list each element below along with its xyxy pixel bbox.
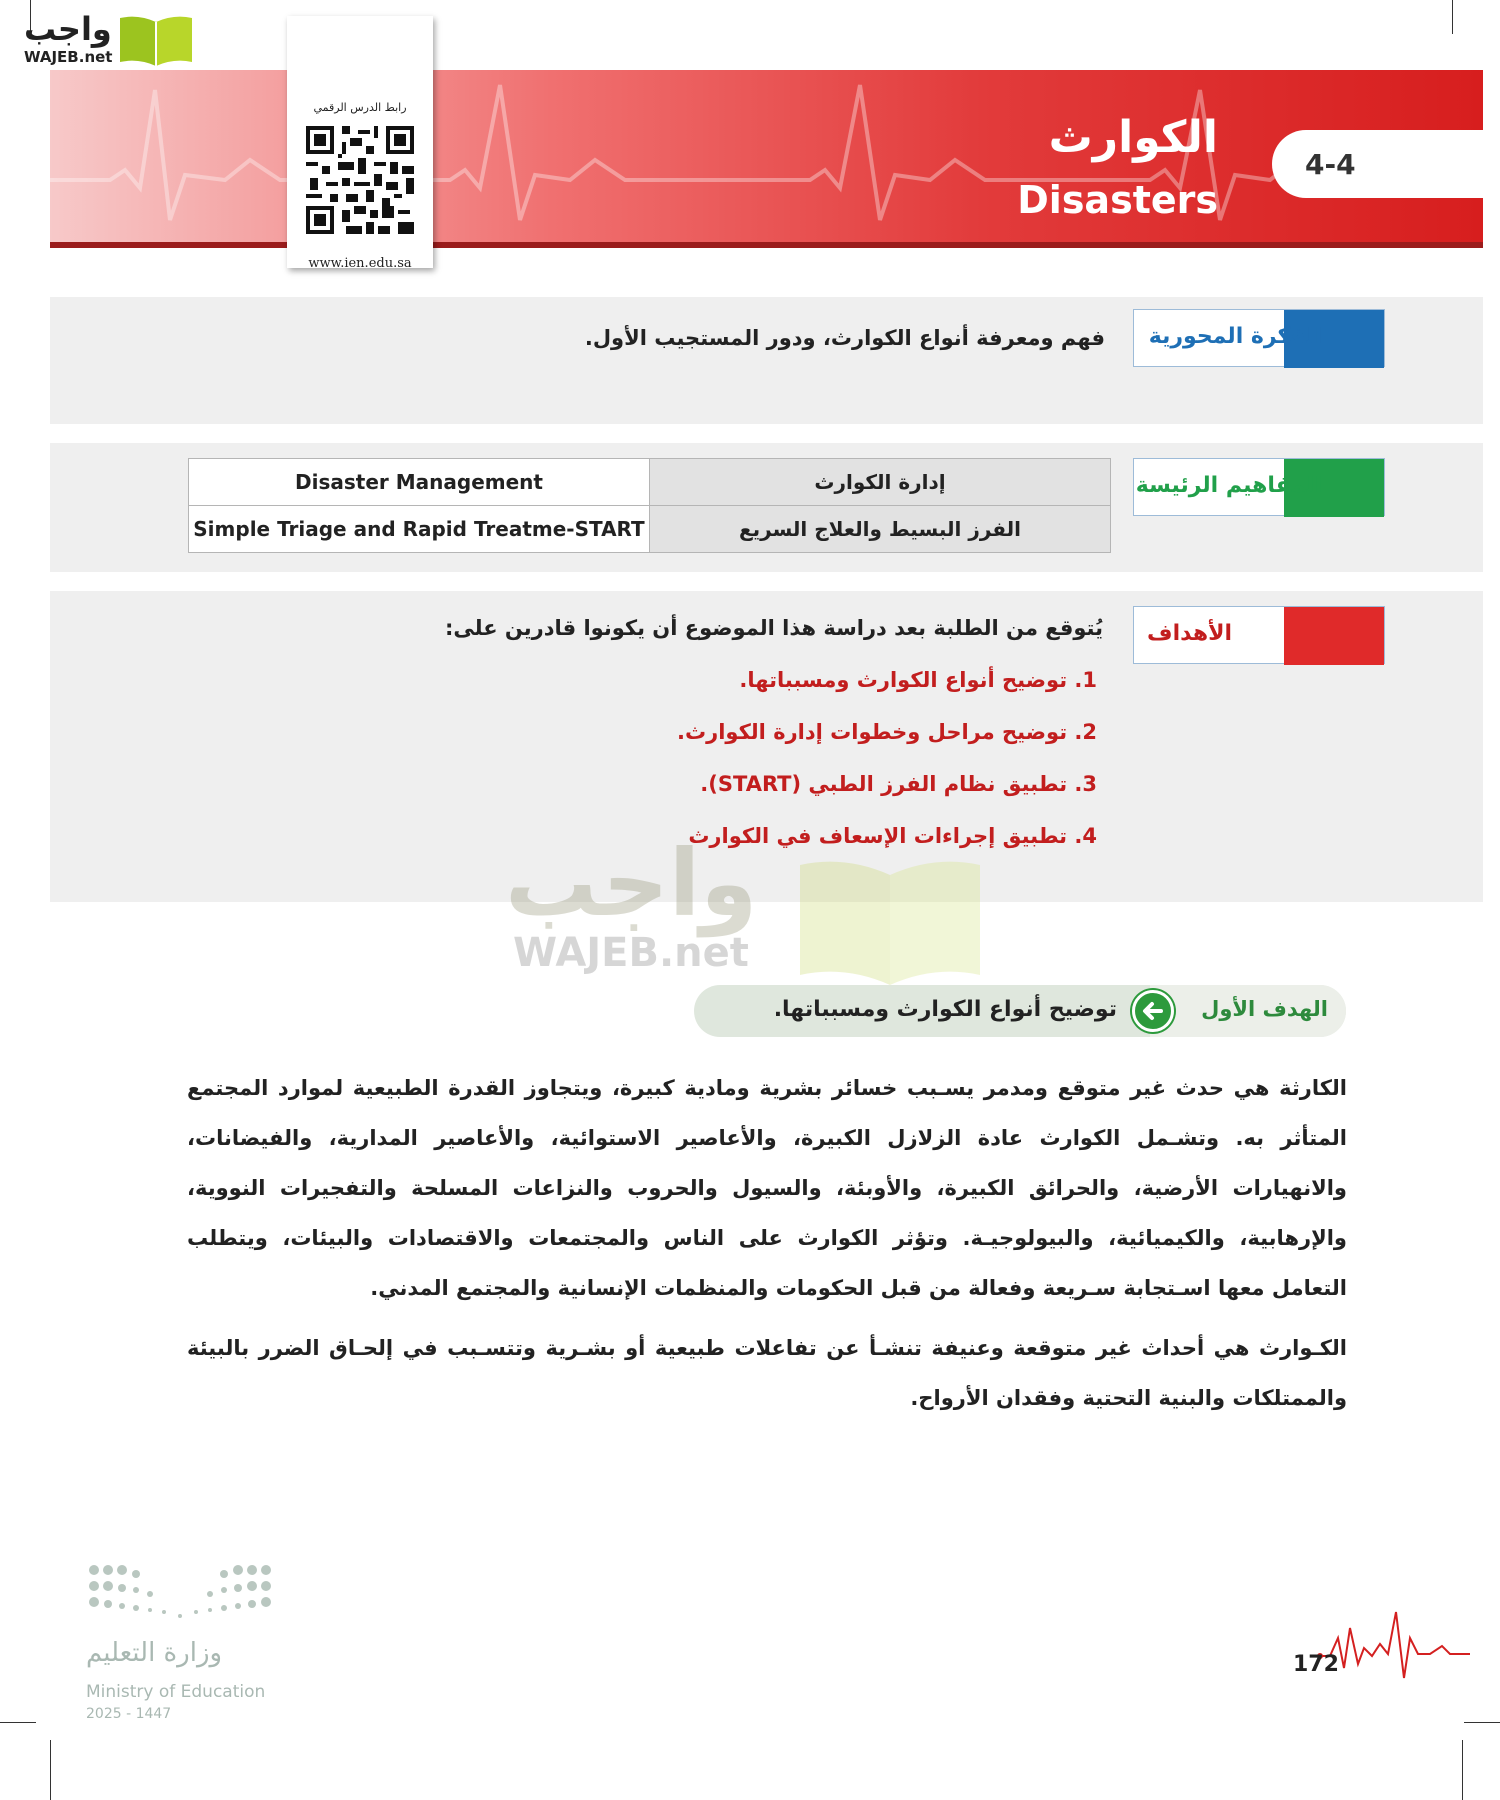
ministry-year: 2025 - 1447 bbox=[86, 1706, 172, 1722]
lesson-title-english: Disasters bbox=[1017, 178, 1218, 222]
qr-code-icon[interactable] bbox=[302, 122, 418, 238]
table-row bbox=[189, 506, 1111, 553]
title-banner bbox=[50, 70, 1483, 248]
book-icon bbox=[775, 850, 1005, 990]
objective-item: 1. توضيح أنواع الكوارث ومسبباتها. bbox=[739, 668, 1097, 692]
lesson-number: 4-4 bbox=[1305, 148, 1356, 181]
crop-mark bbox=[1452, 0, 1453, 34]
concept-arabic: إدارة الكوارث bbox=[650, 459, 1111, 506]
arrow-left-icon bbox=[1132, 990, 1174, 1032]
banner-shadow bbox=[50, 242, 1483, 248]
qr-url[interactable]: www.ien.edu.sa bbox=[308, 256, 412, 271]
wajeb-logo[interactable] bbox=[10, 6, 190, 66]
body-paragraph: الكـوارث هي أحداث غير متوقعة وعنيفة تنشـأ عن تفاعلات طبيعية أو بشـرية وتتسـبب في إلحـاق الضرر بالبيئة والممتلكات والبنية التحتية وفقدان الأرواح. bbox=[187, 1336, 1347, 1410]
lesson-title-arabic: الكوارث bbox=[1048, 112, 1218, 163]
concept-english: Simple Triage and Rapid Treatme-START bbox=[189, 506, 650, 553]
ministry-name-arabic: وزارة التعليم bbox=[86, 1638, 223, 1668]
first-goal-label: الهدف الأول bbox=[1201, 997, 1328, 1021]
book-icon bbox=[116, 12, 196, 68]
first-goal-text: توضيح أنواع الكوارث ومسبباتها. bbox=[773, 997, 1117, 1022]
body-paragraph: الكارثة هي حدث غير متوقع ومدمر يسـبب خسائر بشرية ومادية كبيرة، ويتجاوز القدرة الطبيعية لموارد المجتمع المتأثر به. وتشـمل الكوارث عادة الزلازل الكبيرة، والأعاصير الاستوائية، والأعاصير المدارية، والفيضانات، والانهيارات الأرضية، والحرائق الكبيرة، والأوبئة، والسيول والحروب والنزاعات المسلحة والتفجيرات النووية، والإرهابية، والكيميائية، والبيولوجيـة. وتؤثر الكوارث على الناس والمجتمعات والاقتصادات والبيئات، ويتطلب التعامل معها اسـتجابة سـريعة وفعالة من قبل الحكومات والمنظمات الإنسانية والمجتمع المدني. bbox=[187, 1076, 1347, 1300]
ministry-dots-icon bbox=[86, 1560, 276, 1630]
crop-mark bbox=[50, 1740, 51, 1800]
objective-item: 2. توضيح مراحل وخطوات إدارة الكوارث. bbox=[677, 720, 1097, 744]
watermark bbox=[505, 830, 1005, 990]
lesson-number-tab bbox=[1272, 130, 1483, 198]
objective-item: 3. تطبيق نظام الفرز الطبي (START). bbox=[700, 772, 1097, 796]
logo-arabic: واجب bbox=[24, 10, 112, 48]
key-concepts-label-box bbox=[1133, 458, 1385, 516]
crop-mark bbox=[0, 1722, 36, 1723]
logo-latin: WAJEB.net bbox=[24, 48, 113, 66]
objectives-label: الأهداف bbox=[1147, 621, 1232, 646]
concept-english: Disaster Management bbox=[189, 459, 650, 506]
crop-mark bbox=[1464, 1722, 1500, 1723]
central-idea-label-box bbox=[1133, 309, 1385, 367]
ministry-name-english: Ministry of Education bbox=[86, 1682, 266, 1702]
key-concepts-table bbox=[188, 458, 1111, 553]
watermark-latin: WAJEB.net bbox=[513, 930, 749, 976]
ministry-logo bbox=[80, 1560, 280, 1730]
ecg-line-icon bbox=[50, 70, 1483, 248]
key-concepts-label: المفاهيم الرئيسة bbox=[1135, 473, 1322, 498]
qr-label: رابط الدرس الرقمي bbox=[313, 101, 407, 114]
objectives-intro: يُتوقع من الطلبة بعد دراسة هذا الموضوع أن يكونوا قادرين على: bbox=[445, 616, 1103, 640]
central-idea-label: الفكرة المحورية bbox=[1148, 324, 1322, 349]
central-idea-text: فهم ومعرفة أنواع الكوارث، ودور المستجيب الأول. bbox=[584, 326, 1105, 350]
objectives-label-box bbox=[1133, 606, 1385, 664]
concept-arabic: الفرز البسيط والعلاج السريع bbox=[650, 506, 1111, 553]
page-number: 172 bbox=[1293, 1652, 1339, 1677]
table-row bbox=[189, 459, 1111, 506]
objectives-color-bar bbox=[1284, 607, 1384, 665]
watermark-arabic: واجب bbox=[505, 830, 758, 937]
qr-card[interactable] bbox=[287, 16, 433, 271]
objective-item: 4. تطبيق إجراءات الإسعاف في الكوارث bbox=[688, 824, 1097, 848]
crop-mark bbox=[1462, 1740, 1463, 1800]
